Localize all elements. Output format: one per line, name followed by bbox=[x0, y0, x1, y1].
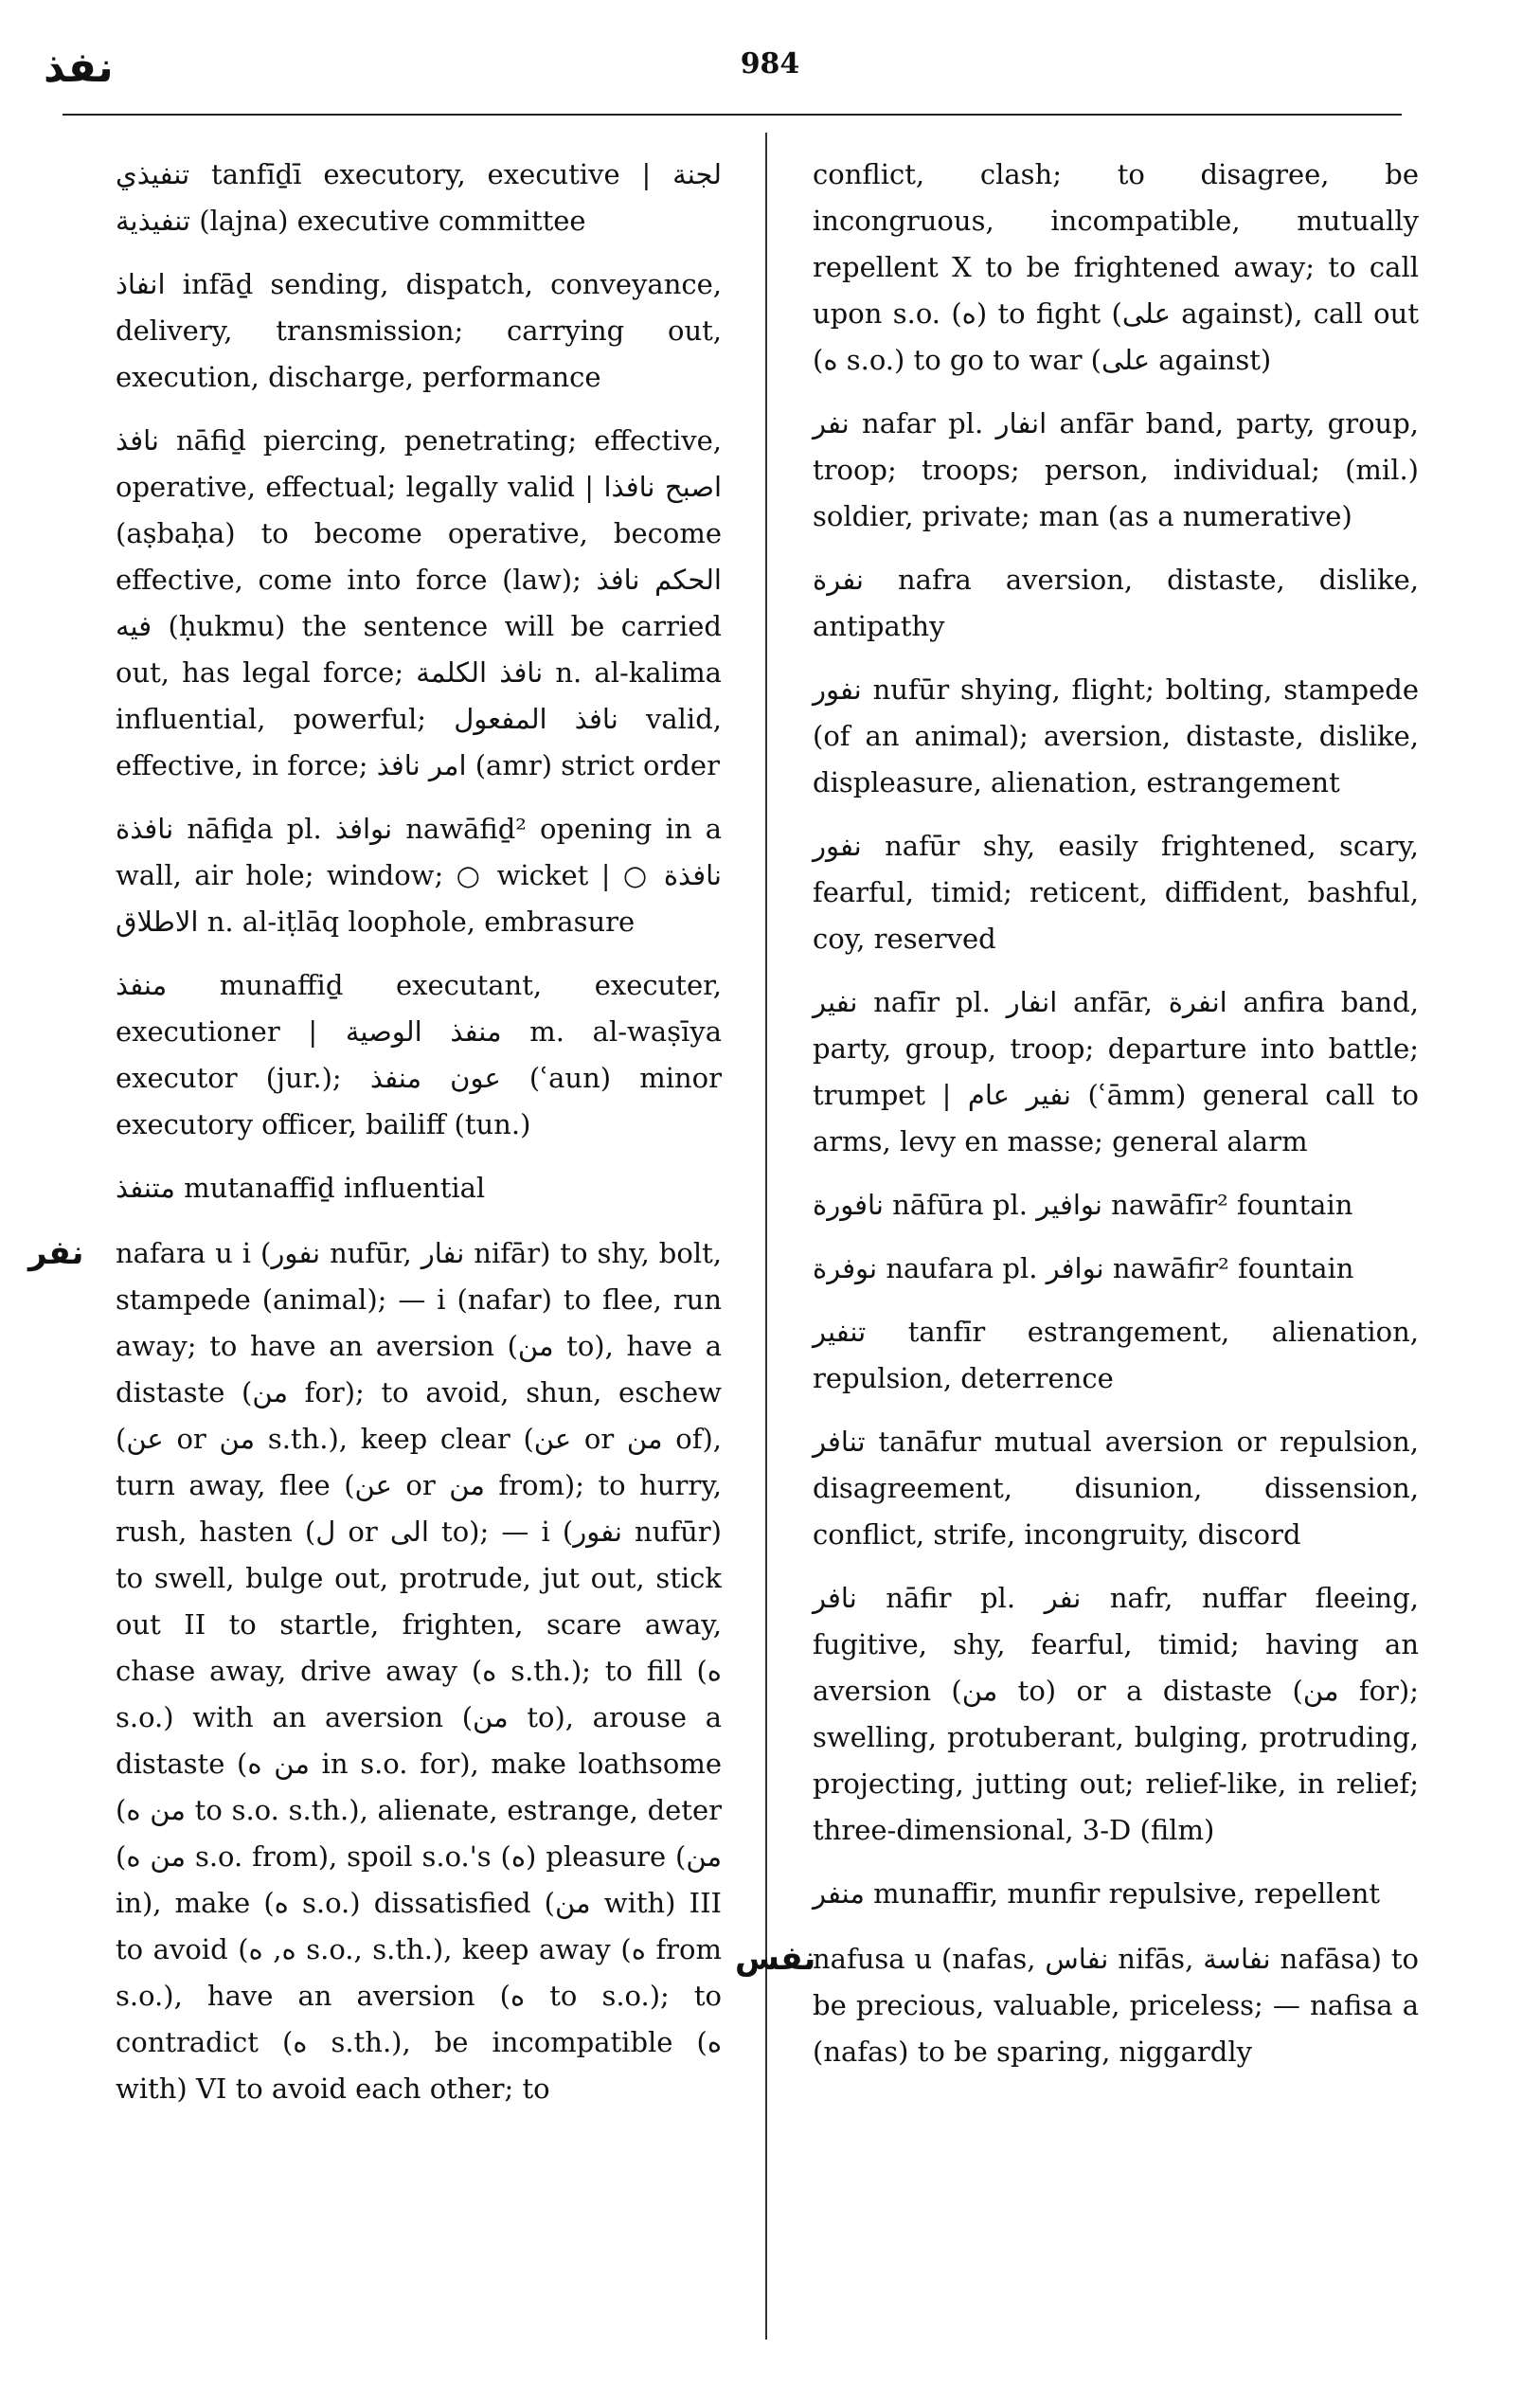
entry-tanfidi: تنفيذي tanfīḏī executory, executive | لجنة تنفيذية (lajna) executive committee bbox=[116, 158, 722, 237]
entry-infad: انفاذ infāḏ sending, dispatch, conveyance, delivery, transmission; carrying out, execution, discharge, performance bbox=[116, 268, 722, 393]
entry-tanafur: تنافر tanāfur mutual aversion or repulsion, disagreement, disunion, dissension, conflict, strife, incongruity, discord bbox=[813, 1426, 1419, 1551]
entry-nafura: نافورة nāfūra pl. نوافير nawāfīr² fountain bbox=[813, 1189, 1353, 1221]
entry-tanfir: تنفير tanfīr estrangement, alienation, repulsion, deterrence bbox=[813, 1316, 1419, 1394]
entry-munaffid: منفذ munaffiḏ executant, executer, executioner | منفذ الوصية m. al-waṣīya executor (jur.); عون منفذ (ʿaun) minor executory officer, bailiff (tun.) bbox=[116, 969, 722, 1140]
entry-naufara: نوفرة naufara pl. نوافر nawāfir² fountain bbox=[813, 1252, 1354, 1284]
entry-nafur: نفور nafūr shy, easily frightened, scary, fearful, timid; reticent, diffident, bashful, coy, reserved bbox=[813, 830, 1419, 955]
main-entry-root: نفس bbox=[735, 1940, 816, 1978]
entry-continuation: conflict, clash; to disagree, be incongruous, incompatible, mutually repellent X to be frightened away; to call upon s.o. (ه) to fight (على against), call out (ه s.o.) to go to war (على against) bbox=[813, 158, 1419, 376]
entry-mutanaffid: متنفذ mutanaffiḏ influential bbox=[116, 1172, 486, 1204]
main-entry-nafusa bbox=[735, 1936, 1420, 2075]
page-header bbox=[0, 0, 1540, 133]
entry-nufur: نفور nufūr shying, flight; bolting, stampede (of an animal); aversion, distaste, dislike, displeasure, alienation, estrangement bbox=[813, 673, 1419, 798]
entry-nafar: نفر nafar pl. انفار anfār band, party, group, troop; troops; person, individual; (mil.) soldier, private; man (as a numerative) bbox=[813, 407, 1419, 532]
entry-nafida: نافذة nāfiḏa pl. نوافذ nawāfiḏ² opening in a wall, air hole; window; ○ wicket | ○ نافذة الاطلاق n. al-iṭlāq loophole, embrasure bbox=[116, 813, 723, 938]
column-divider bbox=[765, 133, 767, 2340]
entry-nafir: نفير nafīr pl. انفار anfār, انفرة anfira band, party, group, troop; departure into battle; trumpet | نفير عام (ʿāmm) general call to arms, levy en masse; general alarm bbox=[813, 986, 1420, 1157]
entry-munaffir: منفر munaffir, munfir repulsive, repellent bbox=[813, 1877, 1381, 1910]
entry-nafra: نفرة nafra aversion, distaste, dislike, antipathy bbox=[813, 564, 1419, 642]
entry-nafir2: نافر nāfir pl. نفر nafr, nuffar fleeing, fugitive, shy, fearful, timid; having an aversion (من to) or a distaste (من for); swelling, protuberant, bulging, protruding, projecting, jutting out; relief-like, in relief; three-dimensional, 3-D (film) bbox=[813, 1582, 1419, 1846]
entry-nafid: نافذ nāfiḏ piercing, penetrating; effective, operative, effectual; legally valid | اصبح نافذا (aṣbaḥa) to become operative, become effective, come into force (law); الحكم نافذ فيه (ḥukmu) the sentence will be carried out, has legal force; نافذ الكلمة n. al-kalima influential, powerful; نافذ المفعول valid, effective, in force; امر نافذ (amr) strict order bbox=[116, 424, 722, 781]
page-number: 984 bbox=[740, 47, 800, 81]
header-rule bbox=[63, 114, 1402, 116]
left-column bbox=[28, 152, 723, 2129]
main-entry-nafara bbox=[28, 1230, 723, 2112]
main-entry-text: nafusa u (nafas, نفاس nifās, نفاسة nafāsa) to be precious, valuable, priceless; — nafisa a (nafas) to be sparing, niggardly bbox=[813, 1943, 1420, 2068]
main-entry-root: نفر bbox=[28, 1234, 84, 1272]
main-entry-text: nafara u i (نفور nufūr, نفار nifār) to shy, bolt, stampede (animal); — i (nafar) to flee, run away; to have an aversion (من to), have a distaste (من for); to avoid, shun, eschew (عن or من s.th.), keep clear (عن or من of), turn away, flee (عن or من from); to hurry, rush, hasten (ل or الى to); — i (نفور nufūr) to swell, bulge out, protrude, jut out, stick out II to startle, frighten, scare away, chase away, drive away (ه s.th.); to fill (ه s.o.) with an aversion (من to), arouse a distaste (من ه in s.o. for), make loathsome (من ه to s.o. s.th.), alienate, estrange, deter (من ه s.o. from), spoil s.o.'s (ه) pleasure (من in), make (ه s.o.) dissatisfied (من with) III to avoid (ه, ه s.o., s.th.), keep away (ه from s.o.), have an aversion (ه to s.o.); to contradict (ه s.th.), be incompatible (ه with) VI to avoid each other; to bbox=[116, 1237, 723, 2105]
header-root-word: نفذ bbox=[44, 44, 114, 92]
right-column bbox=[735, 152, 1420, 2092]
